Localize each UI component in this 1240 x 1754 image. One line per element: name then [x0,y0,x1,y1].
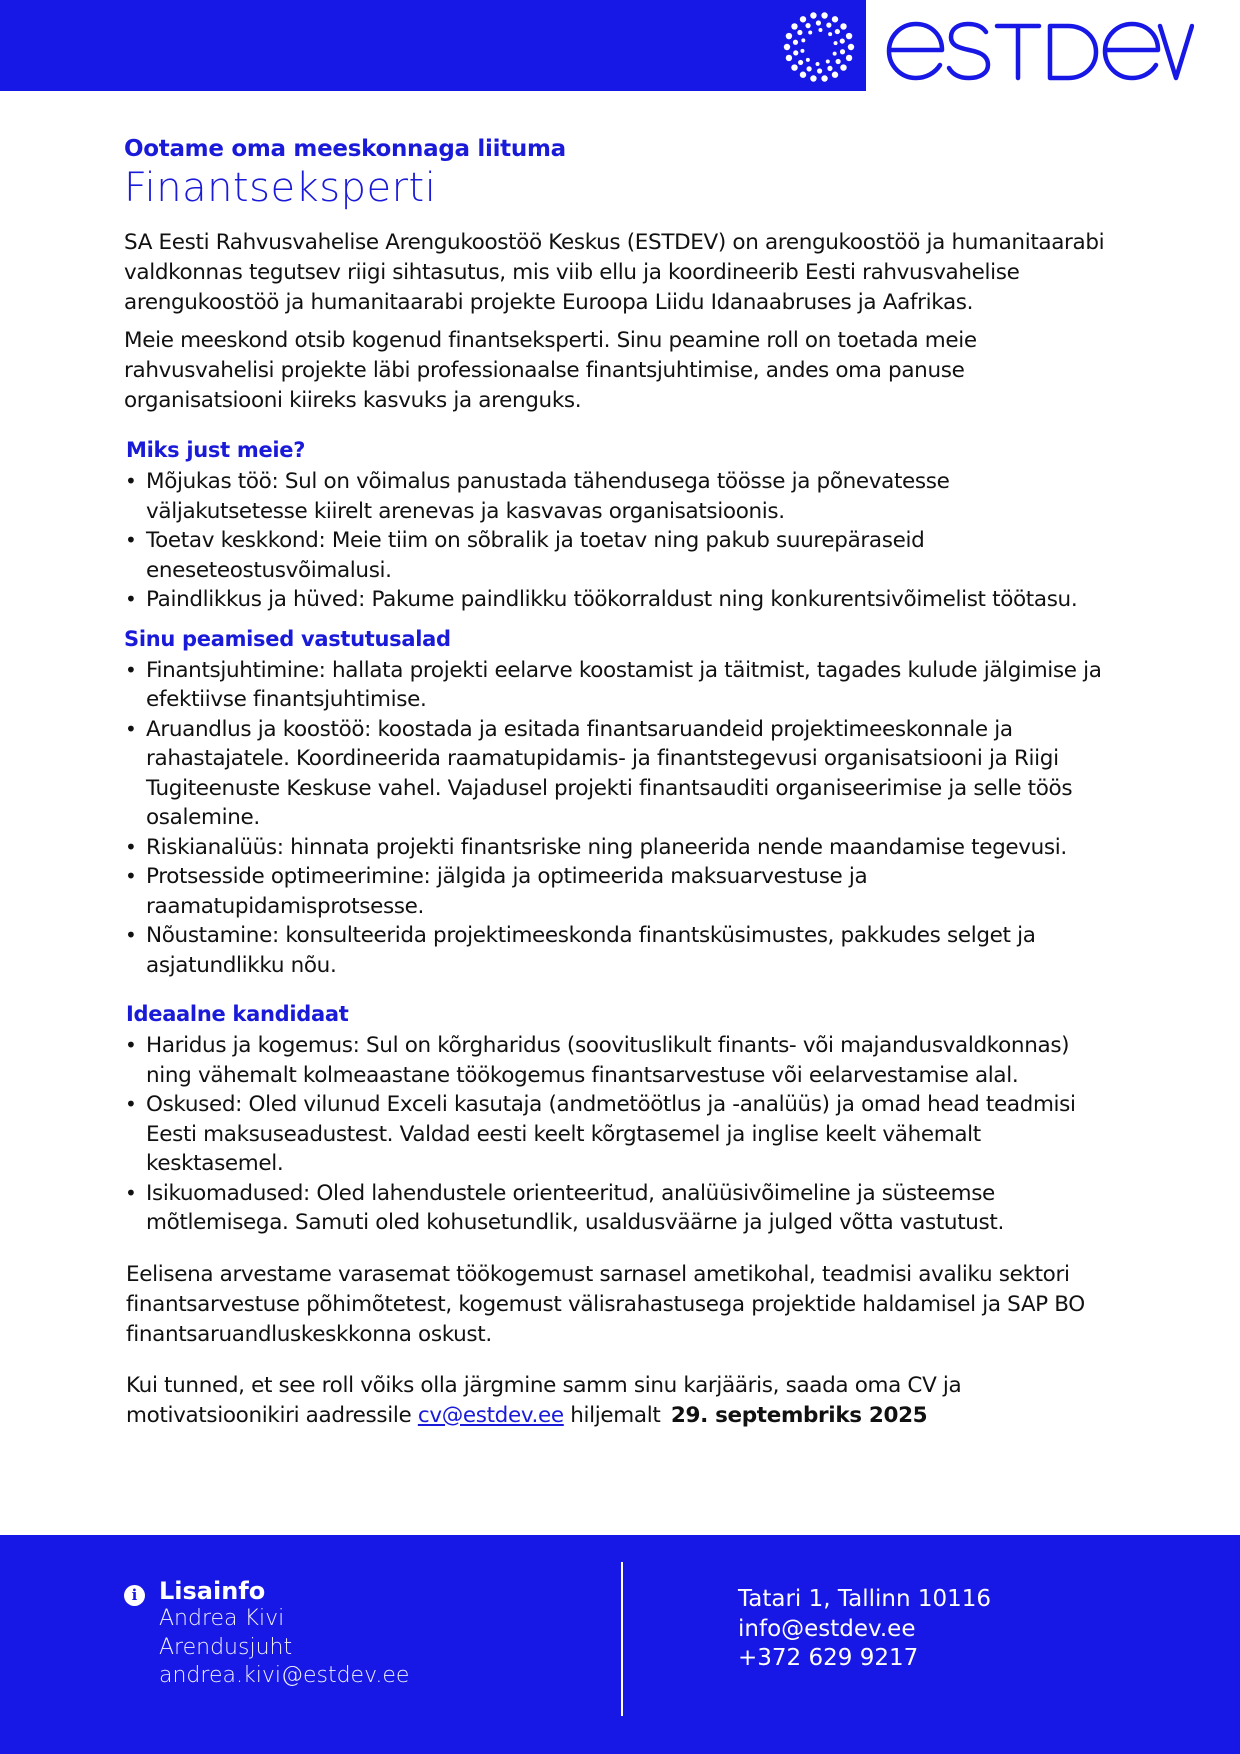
list-item: • Finantsjuhtimine: hallata projekti eelarve koostamist ja täitmist, tagades kulude jälgimise ja efektiivse finantsjuhtimise. [124,656,1114,715]
list-item: • Protsesside optimeerimine: jälgida ja optimeerida maksuarvestuse ja raamatupidamisprotsesse. [124,862,1114,921]
list-item: • Oskused: Oled vilunud Exceli kasutaja (andmetöötlus ja -analüüs) ja omad head teadmisi Eesti maksuseadustest. Valdad eesti keelt kõrgtasemel ja inglise keelt vähemalt kesktasemel. [124,1090,1114,1179]
brand-wordmark [884,10,1194,82]
job-title: Finantseksperti [124,165,437,211]
apply-text: Kui tunned, et see roll võiks olla järgmine samm sinu karjääris, saada oma CV ja motivatsioonikiri aadressile [126,1372,962,1428]
deadline-date: 29. septembriks 2025 [670,1402,928,1428]
list-item: • Paindlikkus ja hüved: Pakume paindlikku töökorraldust ning konkurentsivõimelist töötasu. [124,585,1114,615]
section-heading-candidate: Ideaalne kandidaat [126,1002,349,1026]
footer-info-heading: Lisainfo [159,1577,266,1605]
list-item: • Mõjukas töö: Sul on võimalus panustada tähendusega töösse ja põnevatesse väljakutsetesse kiirelt arenevas ja kasvavas organisatsioonis. [124,467,1114,526]
list-item: • Aruandlus ja koostöö: koostada ja esitada finantsaruandeid projektimeeskonnale ja rahastajatele. Koordineerida raamatupidamis- ja finantstegevusi organisatsiooni ja Riigi Tugiteenuste Keskuse vahel. Vajadusel projekti finantsauditi organiseerimise ja selle töös osalemine. [124,715,1114,833]
contact-person [159,1605,409,1691]
why-us-list [124,467,1114,615]
dotted-ring-icon [782,10,856,84]
candidate-list [124,1031,1114,1238]
info-icon: i [124,1585,145,1606]
footer [0,1535,1240,1754]
apply-paragraph [126,1371,1114,1431]
intro-kicker: Ootame oma meeskonnaga liituma [124,136,566,162]
contact-email[interactable]: andrea.kivi@estdev.ee [159,1663,410,1688]
list-item: • Toetav keskkond: Meie tiim on sõbralik ja toetav ning pakub suurepäraseid eneseteostusvõimalusi. [124,526,1114,585]
responsibilities-list [124,656,1114,981]
list-item: • Isikuomadused: Oled lahendustele orienteeritud, analüüsivõimeline ja süsteemse mõtlemisega. Samuti oled kohusetundlik, usaldusväärne ja julged võtta vastutust. [124,1179,1114,1238]
section-heading-responsibilities: Sinu peamised vastutusalad [124,626,451,651]
apply-text-middle: hiljemalt [563,1402,667,1428]
contact-role: Arendusjuht [159,1634,293,1660]
list-item: • Riskianalüüs: hinnata projekti finantsriske ning planeerida nende maandamise tegevusi. [124,833,1114,863]
footer-divider [621,1562,623,1716]
intro-paragraph-2: Meie meeskond otsib kogenud finantseksperti. Sinu peamine roll on toetada meie rahvusvahelisi projekte läbi professionaalse finantsjuhtimise, andes oma panuse organisatsiooni kiireks kasvuks ja arenguks. [124,328,977,413]
org-email[interactable]: info@estdev.ee [738,1615,916,1642]
address: Tatari 1, Tallinn 10116 [738,1586,991,1612]
phone-number[interactable]: +372 629 9217 [738,1645,919,1671]
job-posting [124,136,1114,1431]
contact-name: Andrea Kivi [159,1606,285,1631]
list-item: • Nõustamine: konsulteerida projektimeeskonda finantsküsimustes, pakkudes selget ja asjatundlikku nõu. [124,921,1114,980]
header-bar [0,0,866,91]
section-heading-why-us: Miks just meie? [126,438,306,462]
advantages-paragraph: Eelisena arvestame varasemat töökogemust sarnasel ametikohal, teadmisi avaliku sektori finantsarvestuse põhimõtetest, kogemust välisrahastusega projektide haldamisel ja SAP BO finantsaruandluskeskkonna oskust. [126,1261,1085,1347]
organization-contacts [738,1585,991,1674]
apply-email-link[interactable]: cv@estdev.ee [417,1402,564,1428]
list-item: • Haridus ja kogemus: Sul on kõrgharidus (soovituslikult finants- või majandusvaldkonnas) ning vähemalt kolmeaastane töökogemus finantsarvestuse või eelarvestamise alal. [124,1031,1114,1090]
logo-mark [770,0,866,91]
intro-paragraph-1: SA Eesti Rahvusvahelise Arengukoostöö Keskus (ESTDEV) on arengukoostöö ja humanitaarabi valdkonnas tegutsev riigi sihtasutus, mis viib ellu ja koordineerib Eesti rahvusvahelise arengukoostöö ja humanitaarabi projekte Euroopa Liidu Idanaabruses ja Aafrikas. [124,230,1105,315]
